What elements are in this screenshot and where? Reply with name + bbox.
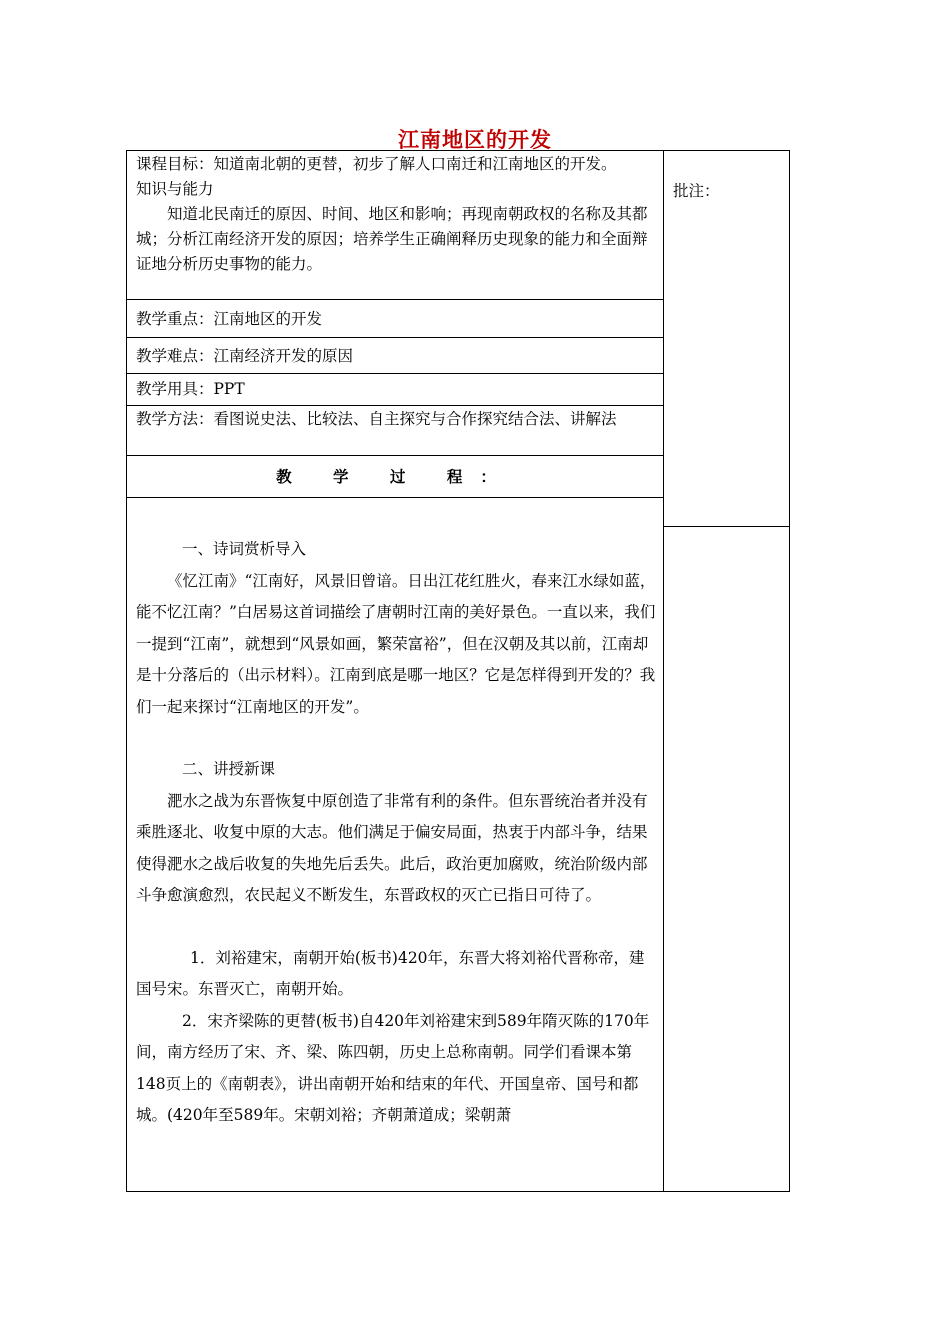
row-divider: [127, 455, 663, 456]
spacer: [136, 723, 656, 754]
row-divider: [127, 497, 663, 498]
process-cell: [127, 465, 663, 487]
row-divider: [127, 337, 663, 338]
method: 教学方法：看图说史法、比较法、自主探究与合作探究结合法、讲解法: [136, 410, 617, 428]
course-goal: 课程目标：知道南北朝的更替，初步了解人口南迁和江南地区的开发。: [136, 155, 617, 173]
annotation-divider: [663, 526, 790, 527]
column-divider: [663, 151, 664, 1192]
annotation-cell: [673, 179, 783, 204]
tools: 教学用具：PPT: [136, 380, 245, 398]
spacer: [136, 912, 656, 943]
process-heading: 教 学 过 程：: [276, 467, 514, 486]
item-1: 1．刘裕建宋，南朝开始(板书)420年，东晋大将刘裕代晋称帝，建国号宋。东晋灭亡，南朝开始。: [136, 948, 645, 998]
page-title: 江南地区的开发: [398, 127, 552, 152]
new-lesson-text: 淝水之战为东晋恢复中原创造了非常有利的条件。但东晋统治者并没有乘胜逐北、收复中原的大志。他们满足于偏安局面，热衷于内部斗争，结果使得淝水之战后收复的失地先后丢失。此后，政治更加腐败，统治阶级内部斗争愈演愈烈，农民起义不断发生，东晋政权的灭亡已指日可待了。: [136, 791, 648, 904]
intro-heading: 一、诗词赏析导入: [182, 540, 307, 558]
key-point: 教学重点：江南地区的开发: [136, 310, 323, 328]
difficulty: 教学难点：江南经济开发的原因: [136, 347, 354, 365]
knowledge-text: 知道北民南迁的原因、时间、地区和影响；再现南朝政权的名称及其都城；分析江南经济开发的原因；培养学生正确阐释历史现象的能力和全面辩证地分析历史事物的能力。: [136, 205, 648, 273]
difficulty-cell: [136, 344, 656, 369]
process-body: [136, 534, 656, 1132]
row-divider: [127, 299, 663, 300]
row-divider: [127, 405, 663, 406]
new-lesson-heading: 二、讲授新课: [182, 760, 276, 778]
intro-text: 《忆江南》“江南好，风景旧曾谙。日出江花红胜火，春来江水绿如蓝，能不忆江南？”白居易这首词描绘了唐朝时江南的美好景色。一直以来，我们一提到“江南”，就想到“风景如画，繁荣富裕”，但在汉朝及其以前，江南却是十分落后的（出示材料）。江南到底是哪一地区？它是怎样得到开发的？我们一起来探讨“江南地区的开发”。: [136, 571, 656, 716]
item-2: 2．宋齐梁陈的更替(板书)自420年刘裕建宋到589年隋灭陈的170年间，南方经历了宋、齐、梁、陈四朝，历史上总称南朝。同学们看课本第148页上的《南朝表》，讲出南朝开始和结束的年代、开国皇帝、国号和都城。(420年至589年。宋朝刘裕；齐朝萧道成；梁朝萧: [136, 1011, 650, 1124]
tools-cell: [136, 377, 656, 402]
lesson-plan-table: [126, 150, 790, 1192]
knowledge-heading: 知识与能力: [136, 180, 214, 198]
goals-cell: [136, 152, 656, 277]
row-divider: [127, 373, 663, 374]
annotation-label: 批注：: [673, 182, 720, 200]
key-point-cell: [136, 307, 656, 332]
method-cell: [136, 407, 656, 432]
